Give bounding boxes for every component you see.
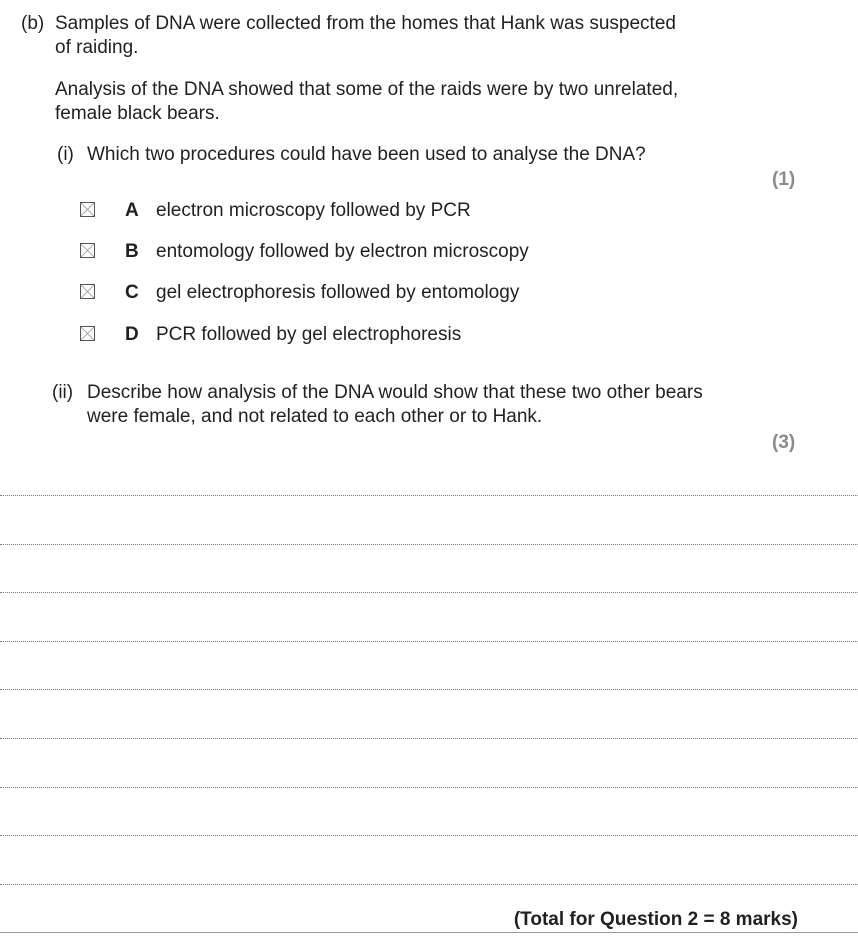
- question-i-text: Which two procedures could have been used to analyse the DNA?: [87, 144, 646, 165]
- question-i-label: (i): [57, 144, 74, 165]
- option-letter: A: [125, 200, 139, 221]
- answer-line[interactable]: [0, 884, 858, 885]
- option-letter: C: [125, 282, 139, 303]
- question-ii-marks: (3): [772, 432, 796, 453]
- checkbox-d[interactable]: [80, 326, 95, 341]
- cross-box-icon: [81, 285, 94, 298]
- option-letter: D: [125, 324, 139, 345]
- answer-line[interactable]: [0, 495, 858, 496]
- answer-line[interactable]: [0, 787, 858, 788]
- part-b-intro-line-1: Samples of DNA were collected from the homes that Hank was suspected: [55, 13, 676, 34]
- answer-line[interactable]: [0, 689, 858, 690]
- part-b-analysis-line-1: Analysis of the DNA showed that some of the raids were by two unrelated,: [55, 79, 679, 100]
- option-text: entomology followed by electron microscopy: [156, 241, 529, 262]
- total-marks: (Total for Question 2 = 8 marks): [513, 909, 798, 930]
- option-letter: B: [125, 241, 139, 262]
- checkbox-a[interactable]: [80, 202, 95, 217]
- option-text: PCR followed by gel electrophoresis: [156, 324, 462, 345]
- question-i-marks: (1): [772, 169, 796, 190]
- option-text: gel electrophoresis followed by entomology: [156, 282, 520, 303]
- answer-line[interactable]: [0, 544, 858, 545]
- option-text: electron microscopy followed by PCR: [156, 200, 471, 221]
- question-ii-label: (ii): [52, 382, 74, 403]
- cross-box-icon: [81, 244, 94, 257]
- answer-line[interactable]: [0, 835, 858, 836]
- part-b-intro-line-2: of raiding.: [55, 37, 139, 58]
- part-b-analysis-line-2: female black bears.: [55, 103, 220, 124]
- answer-line[interactable]: [0, 738, 858, 739]
- part-b-label: (b): [21, 13, 45, 34]
- question-ii-text-line-2: were female, and not related to each other or to Hank.: [87, 406, 543, 427]
- cross-box-icon: [81, 203, 94, 216]
- question-ii-text-line-1: Describe how analysis of the DNA would show that these two other bears: [87, 382, 703, 403]
- answer-line[interactable]: [0, 592, 858, 593]
- cross-box-icon: [81, 327, 94, 340]
- answer-line[interactable]: [0, 641, 858, 642]
- bottom-divider: [0, 932, 858, 933]
- checkbox-c[interactable]: [80, 284, 95, 299]
- checkbox-b[interactable]: [80, 243, 95, 258]
